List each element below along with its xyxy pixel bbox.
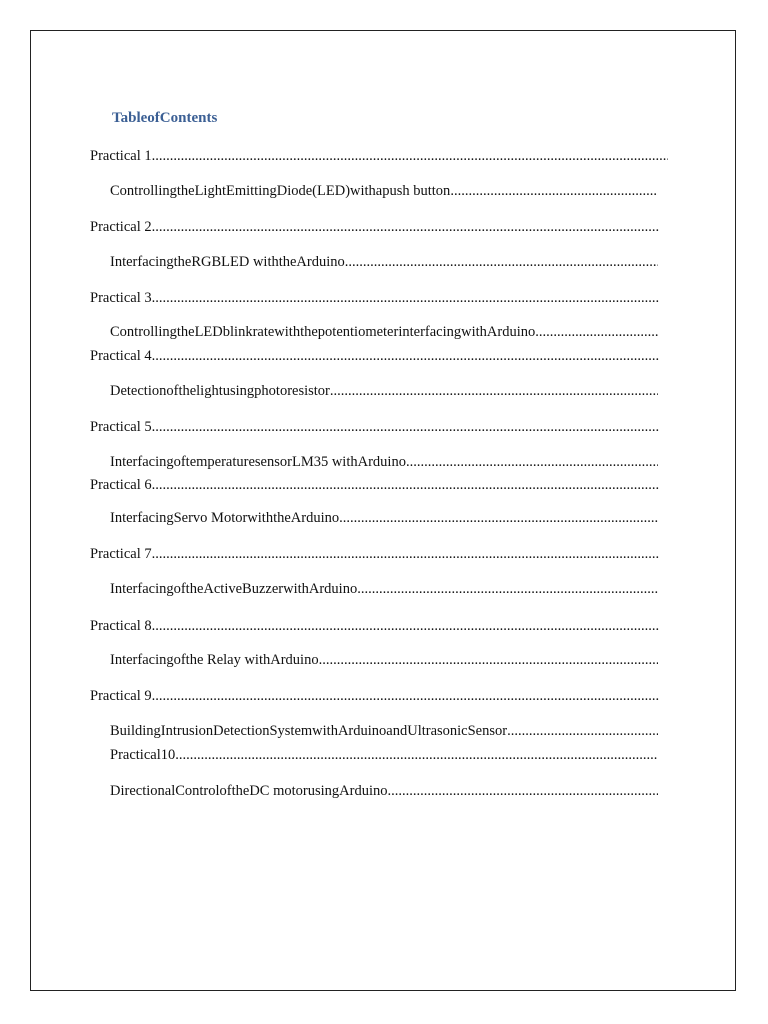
toc-entry-label: Practical 2 [90,219,152,235]
dot-leader [152,418,660,436]
toc-entry-practical-5-topic[interactable] [110,453,658,471]
dot-leader [406,453,658,471]
toc-entry-label: Practical 5 [90,419,152,435]
toc-entry-label: Practical 6 [90,477,152,493]
toc-entry-label: DirectionalControloftheDC motorusingArduino [110,783,388,799]
toc-entry-practical-2[interactable] [90,218,660,236]
dot-leader [330,382,658,400]
toc-entry-practical-10[interactable] [110,746,658,764]
toc-entry-practical-9-topic[interactable] [110,722,658,740]
dot-leader [450,182,658,200]
toc-entry-practical-7-topic[interactable] [110,580,658,598]
dot-leader [339,509,658,527]
dot-leader [175,746,658,764]
dot-leader [152,545,660,563]
toc-entry-label: Practical 1 [90,148,152,164]
toc-entry-label: BuildingIntrusionDetectionSystemwithArduinoandUltrasonicSensor [110,723,508,739]
toc-entry-label: Practical 3 [90,290,152,306]
toc-entry-practical-8-topic[interactable] [110,651,658,669]
toc-entry-practical-6-topic[interactable] [110,509,658,527]
dot-leader [345,253,658,271]
toc-entry-label: Practical10 [110,747,176,763]
toc-entry-label: InterfacingtheRGBLED withtheArduino [110,254,345,270]
toc-entry-label: InterfacingoftheActiveBuzzerwithArduino [110,581,358,597]
toc-entry-label: ControllingtheLightEmittingDiode(LED)withapush button [110,183,451,199]
dot-leader [152,476,660,494]
dot-leader [152,687,660,705]
toc-entry-practical-9[interactable] [90,687,660,705]
dot-leader [357,580,658,598]
dot-leader [152,617,660,635]
toc-entry-label: InterfacingServo MotorwiththeArduino [110,510,340,526]
toc-entry-label: Practical 7 [90,546,152,562]
toc-entry-practical-10-topic[interactable] [110,782,658,800]
dot-leader [152,218,660,236]
toc-entry-practical-3[interactable] [90,289,660,307]
toc-entry-label: Detectionofthelightusingphotoresistor [110,383,330,399]
toc-entry-practical-2-topic[interactable] [110,253,658,271]
toc-entry-practical-4-topic[interactable] [110,382,658,400]
toc-entry-practical-4[interactable] [90,347,660,365]
toc-entry-practical-8[interactable] [90,617,660,635]
toc-entry-practical-5[interactable] [90,418,660,436]
dot-leader [152,347,660,365]
toc-entry-practical-3-topic[interactable] [110,323,658,341]
dot-leader [152,289,660,307]
toc-entry-label: ControllingtheLEDblinkratewiththepotentiometerinterfacingwithArduino [110,324,536,340]
toc-entry-label: Interfacingofthe Relay withArduino [110,652,319,668]
toc-entry-label: Practical 9 [90,688,152,704]
dot-leader [535,323,658,341]
dot-leader [152,147,668,165]
toc-entry-practical-6[interactable] [90,476,660,494]
toc-title: TableofContents [112,110,218,126]
dot-leader [387,782,658,800]
toc-entry-practical-1[interactable] [90,147,668,165]
toc-entry-label: InterfacingoftemperaturesensorLM35 withArduino [110,454,406,470]
toc-entry-label: Practical 8 [90,618,152,634]
toc-entry-practical-1-topic[interactable] [110,182,658,200]
dot-leader [507,722,658,740]
dot-leader [319,651,658,669]
toc-entry-label: Practical 4 [90,348,152,364]
toc-entry-practical-7[interactable] [90,545,660,563]
